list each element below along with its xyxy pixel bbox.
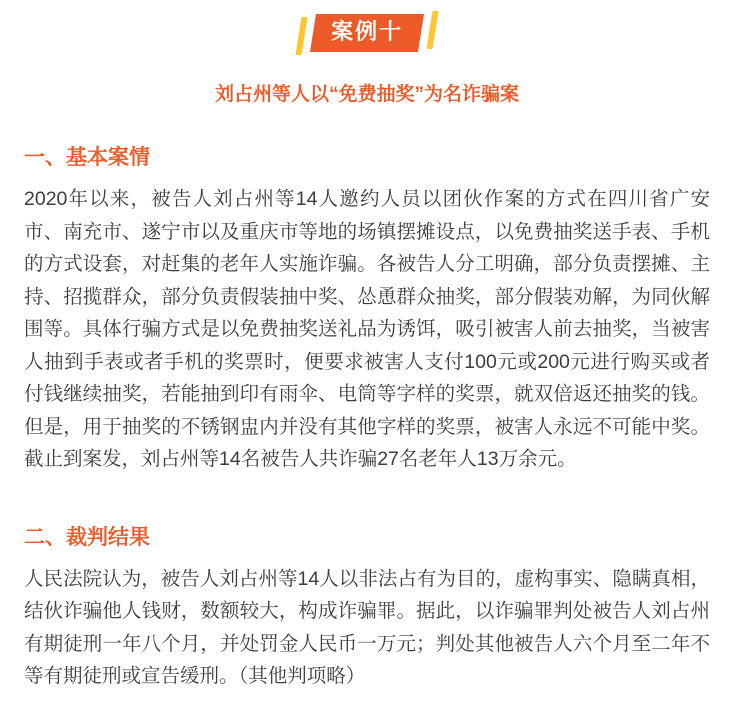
section-basic-facts xyxy=(24,146,710,476)
section-heading-basic-facts: 一、基本案情 xyxy=(24,146,150,169)
section-body-basic-facts: 2020年以来，被告人刘占州等14人邀约人员以团伙作案的方式在四川省广安市、南充市、遂宁市以及重庆市等地的场镇摆摊设点，以免费抽奖送手表、手机的方式设套，对赶集的老年人实施诈骗。各被告人分工明确，部分负责摆摊、主持、招揽群众，部分负责假装抽中奖、怂恿群众抽奖，部分假装劝解，为同伙解围等。具体行骗方式是以免费抽奖送礼品为诱饵，吸引被害人前去抽奖，当被害人抽到手表或者手机的奖票时，便要求被害人支付100元或200元进行购买或者付钱继续抽奖，若能抽到印有雨伞、电筒等字样的奖票，就双倍返还抽奖的钱。但是，用于抽奖的不锈钢盅内并没有其他字样的奖票，被害人永远不可能中奖。截止到案发，刘占州等14名被告人共诈骗27名老年人13万余元。 xyxy=(24,188,710,470)
section-heading-judgment-result: 二、裁判结果 xyxy=(24,525,150,549)
badge-left-stripe xyxy=(295,17,307,55)
badge-plate xyxy=(310,14,424,52)
case-badge xyxy=(24,11,710,55)
badge-right-stripe xyxy=(426,11,438,49)
section-judgment-result xyxy=(24,526,710,693)
section-body-judgment-result: 人民法院认为，被告人刘占州等14人以非法占有为目的，虚构事实、隐瞒真相，结伙诈骗他人钱财，数额较大，构成诈骗罪。据此，以诈骗罪判处被告人刘占州有期徒刑一年八个月，并处罚金人民币一万元；判处其他被告人六个月至二年不等有期徒刑或宣告缓刑。（其他判项略） xyxy=(24,567,710,687)
badge-label: 案例十 xyxy=(331,19,404,44)
page-title: 刘占州等人以“免费抽奖”为名诈骗案 xyxy=(214,84,519,105)
